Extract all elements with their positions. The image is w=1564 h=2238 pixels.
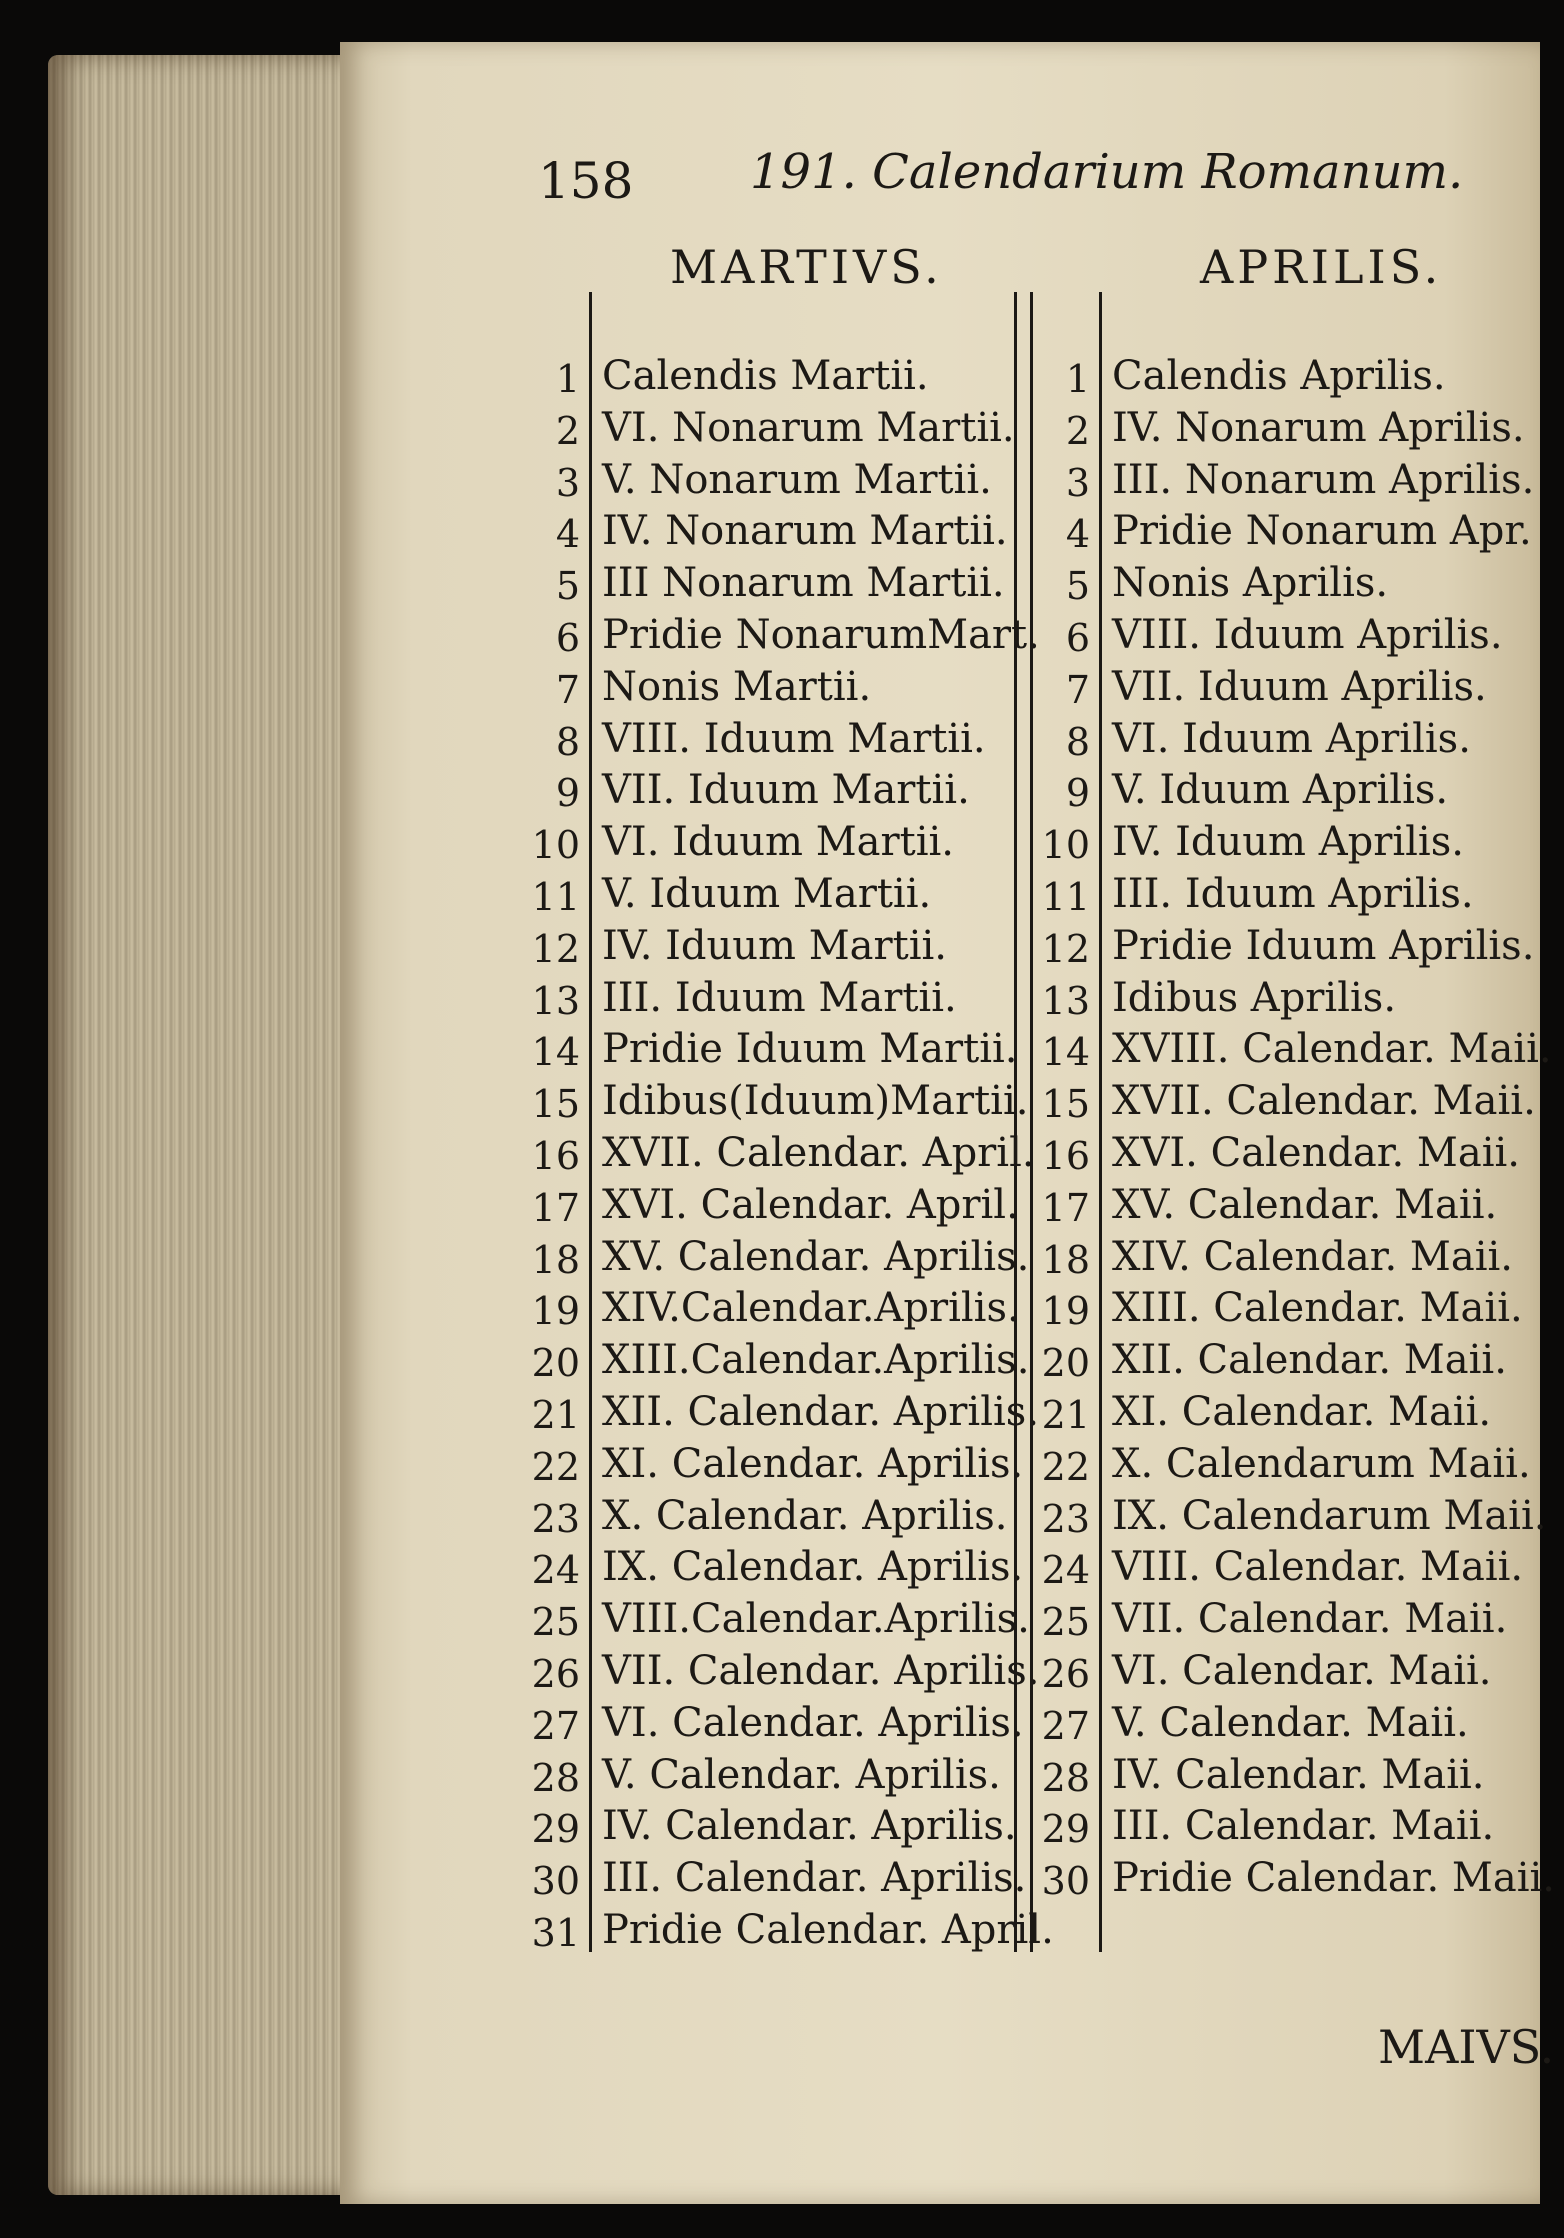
aprilis-day-number: 28 — [1041, 1756, 1090, 1800]
martius-day-text: V. Calendar. Aprilis. — [602, 1752, 1001, 1798]
aprilis-day-text: Pridie Calendar. Maii. — [1112, 1855, 1556, 1901]
aprilis-day-number: 22 — [1041, 1445, 1090, 1489]
aprilis-day-number: 9 — [1065, 771, 1090, 815]
aprilis-day-number: 3 — [1065, 461, 1090, 505]
aprilis-day-number: 15 — [1041, 1082, 1090, 1126]
aprilis-day-number: 14 — [1041, 1030, 1090, 1074]
aprilis-day-text: XVIII. Calendar. Maii. — [1112, 1026, 1552, 1072]
aprilis-day-text: VI. Iduum Aprilis. — [1112, 716, 1471, 762]
martius-day-number: 10 — [531, 823, 580, 867]
martius-day-number: 7 — [555, 668, 580, 712]
aprilis-day-number: 23 — [1041, 1497, 1090, 1541]
martius-day-number: 4 — [555, 512, 580, 556]
catchword: MAIVS. — [1378, 2020, 1555, 2074]
aprilis-day-number: 25 — [1041, 1600, 1090, 1644]
martius-day-number: 16 — [531, 1134, 580, 1178]
aprilis-day-text: VI. Calendar. Maii. — [1112, 1648, 1492, 1694]
martius-day-number: 27 — [531, 1704, 580, 1748]
aprilis-day-number: 18 — [1041, 1238, 1090, 1282]
aprilis-day-number: 1 — [1065, 357, 1090, 401]
aprilis-day-text: IV. Nonarum Aprilis. — [1112, 405, 1525, 451]
martius-day-text: XIV.Calendar.Aprilis. — [602, 1285, 1020, 1331]
martius-day-text: XVII. Calendar. April. — [602, 1130, 1035, 1176]
aprilis-day-text: V. Iduum Aprilis. — [1112, 767, 1449, 813]
martius-day-text: VIII.Calendar.Aprilis. — [602, 1596, 1030, 1642]
aprilis-day-number: 19 — [1041, 1289, 1090, 1333]
martius-day-text: Nonis Martii. — [602, 664, 872, 710]
aprilis-day-text: XII. Calendar. Maii. — [1112, 1337, 1507, 1383]
aprilis-day-number: 27 — [1041, 1704, 1090, 1748]
aprilis-day-text: XVI. Calendar. Maii. — [1112, 1130, 1520, 1176]
martius-day-number: 3 — [555, 461, 580, 505]
martius-day-number: 19 — [531, 1289, 580, 1333]
aprilis-day-text: XIII. Calendar. Maii. — [1112, 1285, 1523, 1331]
martius-day-number: 11 — [531, 875, 580, 919]
aprilis-day-number: 8 — [1065, 720, 1090, 764]
aprilis-day-number: 7 — [1065, 668, 1090, 712]
aprilis-day-text: Idibus Aprilis. — [1112, 975, 1397, 1021]
martius-day-text: XVI. Calendar. April. — [602, 1182, 1019, 1228]
book-page-edges — [48, 55, 348, 2195]
martius-day-text: IX. Calendar. Aprilis. — [602, 1544, 1024, 1590]
martius-day-number: 17 — [531, 1186, 580, 1230]
martius-day-number: 22 — [531, 1445, 580, 1489]
aprilis-day-number: 4 — [1065, 512, 1090, 556]
martius-day-text: IV. Calendar. Aprilis. — [602, 1803, 1017, 1849]
martius-day-number: 8 — [555, 720, 580, 764]
aprilis-day-text: IX. Calendarum Maii. — [1112, 1493, 1547, 1539]
aprilis-day-text: III. Calendar. Maii. — [1112, 1803, 1495, 1849]
aprilis-day-number: 12 — [1041, 927, 1090, 971]
aprilis-day-number: 13 — [1041, 979, 1090, 1023]
martius-day-number: 30 — [531, 1859, 580, 1903]
aprilis-day-number: 20 — [1041, 1341, 1090, 1385]
book-page — [340, 42, 1556, 2204]
aprilis-day-number: 11 — [1041, 875, 1090, 919]
aprilis-day-text: IV. Iduum Aprilis. — [1112, 819, 1464, 865]
martius-day-number: 9 — [555, 771, 580, 815]
aprilis-day-text: VIII. Calendar. Maii. — [1112, 1544, 1524, 1590]
martius-day-text: Pridie NonarumMart. — [602, 612, 1040, 658]
aprilis-day-text: V. Calendar. Maii. — [1112, 1700, 1469, 1746]
martius-day-number: 5 — [555, 564, 580, 608]
martius-day-number: 2 — [555, 409, 580, 453]
aprilis-day-number: 5 — [1065, 564, 1090, 608]
martius-day-text: XI. Calendar. Aprilis. — [602, 1441, 1024, 1487]
martius-day-number: 14 — [531, 1030, 580, 1074]
aprilis-day-number: 29 — [1041, 1807, 1090, 1851]
aprilis-day-number: 30 — [1041, 1859, 1090, 1903]
martius-day-number: 28 — [531, 1756, 580, 1800]
aprilis-day-number: 17 — [1041, 1186, 1090, 1230]
martius-day-number: 6 — [555, 616, 580, 660]
aprilis-day-number: 10 — [1041, 823, 1090, 867]
martius-day-number: 25 — [531, 1600, 580, 1644]
martius-day-text: X. Calendar. Aprilis. — [602, 1493, 1008, 1539]
aprilis-day-text: X. Calendarum Maii. — [1112, 1441, 1531, 1487]
aprilis-day-text: XI. Calendar. Maii. — [1112, 1389, 1492, 1435]
aprilis-day-text: VII. Iduum Aprilis. — [1112, 664, 1487, 710]
aprilis-day-number: 24 — [1041, 1548, 1090, 1592]
martius-title: MARTIVS. — [670, 240, 943, 294]
martius-day-text: Calendis Martii. — [602, 353, 929, 399]
martius-day-number: 20 — [531, 1341, 580, 1385]
martius-day-number: 23 — [531, 1497, 580, 1541]
martius-day-number: 12 — [531, 927, 580, 971]
aprilis-day-number: 26 — [1041, 1652, 1090, 1696]
aprilis-day-text: XIV. Calendar. Maii. — [1112, 1234, 1513, 1280]
martius-day-number: 24 — [531, 1548, 580, 1592]
aprilis-day-number: 6 — [1065, 616, 1090, 660]
aprilis-day-number: 21 — [1041, 1393, 1090, 1437]
martius-day-text: V. Nonarum Martii. — [602, 457, 992, 503]
aprilis-day-number: 16 — [1041, 1134, 1090, 1178]
running-title: 191. Calendarium Romanum. — [750, 144, 1464, 200]
martius-day-text: III. Iduum Martii. — [602, 975, 957, 1021]
aprilis-title: APRILIS. — [1200, 240, 1443, 294]
martius-day-text: VI. Nonarum Martii. — [602, 405, 1015, 451]
martius-day-text: Pridie Iduum Martii. — [602, 1026, 1018, 1072]
aprilis-day-text: III. Nonarum Aprilis. — [1112, 457, 1535, 503]
martius-day-number: 26 — [531, 1652, 580, 1696]
martius-day-number: 18 — [531, 1238, 580, 1282]
martius-day-text: XIII.Calendar.Aprilis. — [602, 1337, 1030, 1383]
martius-day-number: 15 — [531, 1082, 580, 1126]
aprilis-day-number: 2 — [1065, 409, 1090, 453]
martius-day-text: Pridie Calendar. April. — [602, 1907, 1054, 1953]
martius-day-text: III Nonarum Martii. — [602, 560, 1005, 606]
martius-day-text: VIII. Iduum Martii. — [602, 716, 986, 762]
martius-day-text: III. Calendar. Aprilis. — [602, 1855, 1027, 1901]
aprilis-day-text: IV. Calendar. Maii. — [1112, 1752, 1485, 1798]
martius-day-text: IV. Iduum Martii. — [602, 923, 947, 969]
aprilis-day-text: VIII. Iduum Aprilis. — [1112, 612, 1503, 658]
martius-day-text: VI. Calendar. Aprilis. — [602, 1700, 1024, 1746]
martius-day-text: Idibus(Iduum)Martii. — [602, 1078, 1029, 1124]
page-number: 158 — [538, 152, 634, 210]
martius-day-number: 21 — [531, 1393, 580, 1437]
martius-day-text: IV. Nonarum Martii. — [602, 508, 1008, 554]
aprilis-day-text: Nonis Aprilis. — [1112, 560, 1389, 606]
aprilis-day-text: XV. Calendar. Maii. — [1112, 1182, 1498, 1228]
martius-day-number: 1 — [555, 357, 580, 401]
martius-day-text: XII. Calendar. Aprilis. — [602, 1389, 1040, 1435]
martius-day-text: VII. Iduum Martii. — [602, 767, 970, 813]
aprilis-day-text: Pridie Iduum Aprilis. — [1112, 923, 1535, 969]
aprilis-day-text: XVII. Calendar. Maii. — [1112, 1078, 1536, 1124]
martius-left-rule — [589, 292, 592, 1952]
martius-day-number: 29 — [531, 1807, 580, 1851]
martius-day-number: 31 — [531, 1911, 580, 1955]
aprilis-day-text: VII. Calendar. Maii. — [1112, 1596, 1508, 1642]
aprilis-day-text: Pridie Nonarum Apr. — [1112, 508, 1532, 554]
martius-day-number: 13 — [531, 979, 580, 1023]
martius-day-text: VI. Iduum Martii. — [602, 819, 954, 865]
martius-day-text: XV. Calendar. Aprilis. — [602, 1234, 1030, 1280]
aprilis-day-text: III. Iduum Aprilis. — [1112, 871, 1474, 917]
martius-day-text: VII. Calendar. Aprilis. — [602, 1648, 1040, 1694]
martius-day-text: V. Iduum Martii. — [602, 871, 932, 917]
aprilis-left-rule — [1099, 292, 1102, 1952]
aprilis-day-text: Calendis Aprilis. — [1112, 353, 1446, 399]
